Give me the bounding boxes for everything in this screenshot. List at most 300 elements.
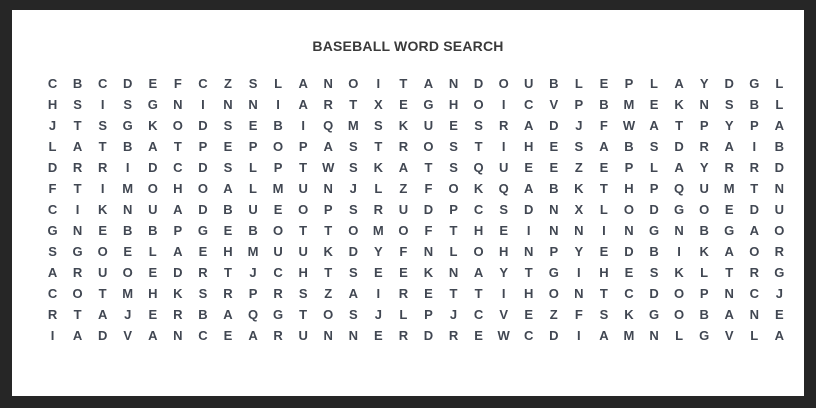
grid-cell: L <box>650 76 658 91</box>
grid-cell: I <box>301 118 305 133</box>
grid-cell: R <box>398 328 409 343</box>
grid-cell: Y <box>374 244 383 259</box>
grid-row <box>40 115 792 136</box>
grid-cell: L <box>750 328 759 343</box>
word-search-grid <box>40 73 792 346</box>
grid-cell: N <box>574 223 584 238</box>
grid-cell: P <box>699 118 709 133</box>
grid-row <box>40 325 792 346</box>
grid-cell: T <box>399 76 408 91</box>
grid-cell: E <box>223 328 233 343</box>
grid-cell: J <box>124 307 132 322</box>
grid-cell: A <box>774 328 785 343</box>
grid-row <box>40 136 792 157</box>
grid-cell: F <box>424 181 433 196</box>
grid-cell: D <box>198 118 208 133</box>
grid-cell: L <box>675 328 684 343</box>
grid-cell: Z <box>549 307 558 322</box>
grid-cell: T <box>299 223 308 238</box>
grid-cell: A <box>749 223 759 238</box>
grid-cell: R <box>173 307 183 322</box>
grid-cell: B <box>223 202 233 217</box>
grid-cell: E <box>549 139 559 154</box>
grid-cell: W <box>322 160 335 175</box>
grid-cell: B <box>549 181 559 196</box>
grid-cell: A <box>47 265 58 280</box>
grid-cell: A <box>674 76 684 91</box>
grid-cell: A <box>173 202 183 217</box>
grid-cell: T <box>73 307 82 322</box>
grid-cell: T <box>524 265 533 280</box>
grid-cell: S <box>348 307 358 322</box>
grid-cell: V <box>724 328 734 343</box>
grid-cell: N <box>173 97 183 112</box>
grid-cell: P <box>449 202 458 217</box>
grid-cell: A <box>524 181 534 196</box>
grid-row <box>40 304 792 325</box>
grid-cell: J <box>575 118 583 133</box>
grid-cell: O <box>273 139 284 154</box>
grid-cell: S <box>48 244 57 259</box>
grid-cell: U <box>699 181 709 196</box>
grid-cell: L <box>650 160 658 175</box>
grid-row <box>40 220 792 241</box>
grid-cell: A <box>423 76 434 91</box>
grid-cell: G <box>47 223 58 238</box>
grid-cell: N <box>348 328 358 343</box>
grid-cell: R <box>223 286 233 301</box>
grid-cell: J <box>449 307 458 322</box>
grid-cell: E <box>148 265 158 280</box>
grid-cell: F <box>599 118 608 133</box>
grid-cell: I <box>501 97 506 112</box>
word-search-page <box>12 10 804 396</box>
grid-cell: A <box>724 139 734 154</box>
grid-cell: B <box>123 139 133 154</box>
grid-cell: U <box>97 265 108 280</box>
grid-cell: I <box>677 244 681 259</box>
grid-cell: R <box>273 286 283 301</box>
grid-cell: G <box>548 265 559 280</box>
grid-cell: N <box>649 328 659 343</box>
grid-cell: N <box>223 97 233 112</box>
grid-cell: B <box>148 223 158 238</box>
grid-row <box>40 178 792 199</box>
grid-cell: E <box>148 307 158 322</box>
grid-cell: N <box>248 97 258 112</box>
grid-cell: K <box>674 265 684 280</box>
grid-cell: C <box>97 76 108 91</box>
grid-cell: E <box>524 307 534 322</box>
grid-cell: E <box>649 97 659 112</box>
grid-cell: M <box>372 223 384 238</box>
grid-cell: O <box>774 223 785 238</box>
grid-cell: C <box>749 286 759 301</box>
grid-cell: N <box>749 307 759 322</box>
grid-cell: C <box>198 76 208 91</box>
grid-cell: J <box>48 118 57 133</box>
grid-cell: E <box>198 244 208 259</box>
grid-cell: E <box>549 160 559 175</box>
grid-cell: S <box>649 139 659 154</box>
grid-cell: J <box>349 181 357 196</box>
grid-cell: C <box>524 97 534 112</box>
grid-cell: T <box>98 286 107 301</box>
grid-cell: O <box>749 244 760 259</box>
grid-cell: M <box>122 181 134 196</box>
grid-cell: E <box>273 202 283 217</box>
grid-cell: A <box>398 160 409 175</box>
grid-cell: A <box>173 244 183 259</box>
grid-cell: D <box>624 244 634 259</box>
grid-cell: B <box>273 118 283 133</box>
grid-cell: P <box>173 223 183 238</box>
grid-cell: T <box>73 118 82 133</box>
grid-cell: E <box>724 202 734 217</box>
grid-cell: A <box>348 286 358 301</box>
grid-cell: R <box>373 202 384 217</box>
grid-cell: S <box>348 139 358 154</box>
grid-cell: N <box>323 328 333 343</box>
grid-cell: C <box>524 328 534 343</box>
grid-cell: S <box>248 76 258 91</box>
grid-cell: N <box>574 286 584 301</box>
grid-cell: D <box>549 328 559 343</box>
grid-cell: A <box>223 181 233 196</box>
grid-cell: S <box>298 286 308 301</box>
grid-cell: N <box>724 286 734 301</box>
grid-cell: T <box>299 307 308 322</box>
grid-cell: B <box>123 223 133 238</box>
grid-cell: C <box>473 202 484 217</box>
grid-cell: S <box>223 160 233 175</box>
page-title: BASEBALL WORD SEARCH <box>312 38 504 54</box>
grid-cell: N <box>524 244 534 259</box>
grid-cell: J <box>775 286 783 301</box>
grid-cell: H <box>599 265 609 280</box>
grid-cell: I <box>100 97 105 112</box>
grid-cell: T <box>599 181 608 196</box>
grid-cell: E <box>474 328 483 343</box>
grid-cell: P <box>699 286 709 301</box>
grid-cell: R <box>398 286 409 301</box>
grid-cell: G <box>699 328 710 343</box>
grid-cell: B <box>549 76 559 91</box>
grid-cell: R <box>448 328 459 343</box>
grid-cell: N <box>323 76 333 91</box>
grid-cell: C <box>624 286 634 301</box>
grid-cell: Z <box>223 76 232 91</box>
grid-cell: A <box>524 118 534 133</box>
grid-cell: O <box>147 181 158 196</box>
grid-cell: Q <box>473 160 484 175</box>
grid-row <box>40 73 792 94</box>
grid-cell: T <box>449 286 458 301</box>
grid-cell: B <box>248 223 258 238</box>
grid-cell: V <box>549 97 559 112</box>
grid-cell: H <box>498 244 509 259</box>
grid-cell: O <box>423 139 434 154</box>
grid-cell: D <box>47 160 58 175</box>
grid-cell: A <box>774 118 785 133</box>
grid-cell: B <box>699 223 709 238</box>
grid-cell: A <box>599 139 609 154</box>
grid-cell: D <box>423 202 434 217</box>
grid-cell: L <box>449 244 458 259</box>
grid-cell: O <box>398 223 409 238</box>
grid-cell: D <box>524 202 534 217</box>
grid-cell: A <box>674 160 684 175</box>
grid-cell: L <box>249 181 257 196</box>
grid-cell: A <box>97 307 108 322</box>
grid-cell: E <box>148 76 158 91</box>
grid-cell: P <box>624 76 634 91</box>
grid-cell: O <box>348 223 359 238</box>
grid-cell: N <box>173 328 183 343</box>
grid-cell: S <box>98 118 107 133</box>
grid-cell: E <box>599 76 609 91</box>
grid-cell: J <box>249 265 257 280</box>
grid-cell: T <box>725 265 734 280</box>
grid-cell: C <box>473 307 484 322</box>
grid-cell: D <box>749 202 759 217</box>
grid-cell: R <box>72 265 83 280</box>
grid-cell: X <box>374 97 383 112</box>
grid-cell: Y <box>724 118 734 133</box>
grid-cell: H <box>448 97 459 112</box>
grid-cell: P <box>549 244 559 259</box>
grid-row <box>40 241 792 262</box>
grid-cell: E <box>499 223 508 238</box>
grid-cell: R <box>97 160 108 175</box>
grid-cell: N <box>448 265 459 280</box>
grid-cell: D <box>198 160 208 175</box>
grid-cell: P <box>273 160 283 175</box>
grid-cell: S <box>348 265 358 280</box>
grid-cell: H <box>524 286 534 301</box>
grid-cell: S <box>724 97 734 112</box>
grid-cell: A <box>298 97 308 112</box>
grid-cell: I <box>501 139 506 154</box>
grid-cell: O <box>172 118 183 133</box>
grid-cell: I <box>501 286 506 301</box>
grid-cell: L <box>700 265 709 280</box>
grid-cell: D <box>473 76 484 91</box>
grid-cell: E <box>599 244 609 259</box>
grid-cell: V <box>123 328 133 343</box>
grid-cell: B <box>624 139 634 154</box>
grid-cell: N <box>549 202 559 217</box>
grid-cell: Z <box>574 160 583 175</box>
grid-cell: V <box>499 307 508 322</box>
grid-cell: E <box>399 97 408 112</box>
grid-cell: T <box>349 97 358 112</box>
grid-cell: G <box>72 244 83 259</box>
grid-cell: U <box>298 328 308 343</box>
grid-cell: F <box>574 307 583 322</box>
grid-cell: H <box>298 265 308 280</box>
grid-row <box>40 94 792 115</box>
grid-cell: D <box>198 202 208 217</box>
grid-cell: I <box>50 328 55 343</box>
grid-cell: H <box>624 181 634 196</box>
grid-cell: G <box>774 265 785 280</box>
grid-cell: U <box>273 244 283 259</box>
grid-cell: T <box>599 286 608 301</box>
grid-cell: U <box>774 202 785 217</box>
grid-cell: A <box>649 118 659 133</box>
grid-cell: C <box>47 202 58 217</box>
grid-cell: H <box>173 181 183 196</box>
grid-cell: N <box>624 223 634 238</box>
grid-cell: A <box>72 139 83 154</box>
grid-cell: A <box>599 328 609 343</box>
grid-cell: X <box>574 202 584 217</box>
grid-cell: O <box>473 244 484 259</box>
grid-cell: S <box>348 160 358 175</box>
grid-cell: G <box>674 202 685 217</box>
grid-cell: N <box>448 76 459 91</box>
grid-cell: F <box>424 223 433 238</box>
grid-cell: L <box>274 76 283 91</box>
grid-cell: S <box>198 286 208 301</box>
grid-cell: K <box>624 307 634 322</box>
grid-cell: S <box>599 307 609 322</box>
grid-cell: K <box>173 286 183 301</box>
grid-cell: C <box>47 76 58 91</box>
grid-cell: E <box>374 265 383 280</box>
grid-cell: P <box>248 286 258 301</box>
grid-cell: T <box>73 181 82 196</box>
grid-cell: A <box>148 139 158 154</box>
grid-cell: D <box>173 265 183 280</box>
grid-cell: O <box>674 286 685 301</box>
grid-cell: P <box>624 160 634 175</box>
grid-cell: N <box>774 181 785 196</box>
grid-cell: H <box>524 139 534 154</box>
grid-cell: O <box>298 202 309 217</box>
grid-cell: C <box>173 160 183 175</box>
grid-cell: L <box>775 97 784 112</box>
grid-cell: U <box>248 202 258 217</box>
grid-cell: U <box>524 76 534 91</box>
grid-cell: M <box>247 244 259 259</box>
grid-cell: K <box>473 181 484 196</box>
grid-cell: S <box>223 118 233 133</box>
grid-cell: B <box>699 307 709 322</box>
grid-cell: U <box>423 118 434 133</box>
grid-cell: W <box>497 328 510 343</box>
grid-cell: S <box>449 139 458 154</box>
grid-cell: I <box>376 76 381 91</box>
grid-cell: D <box>148 160 158 175</box>
grid-cell: Q <box>674 181 685 196</box>
grid-cell: K <box>148 118 158 133</box>
grid-cell: E <box>374 328 383 343</box>
grid-cell: B <box>599 97 609 112</box>
grid-cell: R <box>398 139 409 154</box>
grid-cell: K <box>674 97 684 112</box>
grid-cell: O <box>122 265 133 280</box>
grid-cell: E <box>399 265 408 280</box>
grid-cell: R <box>273 328 283 343</box>
grid-cell: H <box>47 97 58 112</box>
grid-cell: R <box>323 97 333 112</box>
grid-cell: D <box>649 202 659 217</box>
grid-cell: Q <box>247 307 259 322</box>
grid-cell: O <box>699 202 710 217</box>
grid-cell: I <box>376 286 381 301</box>
grid-cell: I <box>526 223 531 238</box>
grid-cell: Q <box>498 181 509 196</box>
grid-cell: T <box>223 265 232 280</box>
grid-cell: P <box>248 139 258 154</box>
grid-row <box>40 157 792 178</box>
grid-cell: B <box>198 307 208 322</box>
grid-cell: D <box>724 76 734 91</box>
grid-cell: G <box>724 223 735 238</box>
grid-cell: U <box>398 202 409 217</box>
grid-cell: R <box>749 160 759 175</box>
grid-cell: A <box>724 244 734 259</box>
grid-cell: P <box>574 97 584 112</box>
grid-cell: F <box>48 181 57 196</box>
grid-cell: P <box>298 139 308 154</box>
grid-cell: O <box>498 76 509 91</box>
grid-cell: D <box>774 160 785 175</box>
grid-cell: K <box>398 118 409 133</box>
grid-cell: D <box>123 76 133 91</box>
grid-cell: L <box>599 202 608 217</box>
grid-cell: S <box>73 97 82 112</box>
grid-cell: Y <box>699 160 709 175</box>
grid-cell: L <box>374 181 383 196</box>
grid-cell: F <box>173 76 182 91</box>
grid-cell: T <box>750 181 759 196</box>
grid-cell: G <box>147 97 158 112</box>
grid-cell: Y <box>699 76 709 91</box>
grid-cell: H <box>148 286 158 301</box>
grid-cell: D <box>549 118 559 133</box>
grid-cell: R <box>498 118 509 133</box>
grid-cell: L <box>48 139 57 154</box>
grid-cell: M <box>122 286 134 301</box>
grid-cell: H <box>223 244 233 259</box>
grid-cell: I <box>602 223 606 238</box>
grid-cell: O <box>448 181 459 196</box>
grid-cell: J <box>374 307 382 322</box>
grid-cell: E <box>449 118 458 133</box>
grid-cell: G <box>648 307 660 322</box>
grid-cell: T <box>173 139 182 154</box>
grid-cell: O <box>72 286 83 301</box>
grid-cell: A <box>724 307 734 322</box>
grid-cell: E <box>775 307 784 322</box>
grid-cell: E <box>223 139 233 154</box>
grid-cell: S <box>499 202 508 217</box>
grid-cell: L <box>775 76 784 91</box>
grid-cell: E <box>123 244 133 259</box>
grid-cell: R <box>749 265 759 280</box>
grid-cell: T <box>299 160 308 175</box>
grid-cell: G <box>423 97 434 112</box>
grid-cell: B <box>749 97 759 112</box>
grid-cell: P <box>649 181 659 196</box>
grid-cell: Z <box>399 181 408 196</box>
grid-cell: P <box>749 118 759 133</box>
grid-cell: D <box>649 286 659 301</box>
grid-cell: W <box>622 118 636 133</box>
